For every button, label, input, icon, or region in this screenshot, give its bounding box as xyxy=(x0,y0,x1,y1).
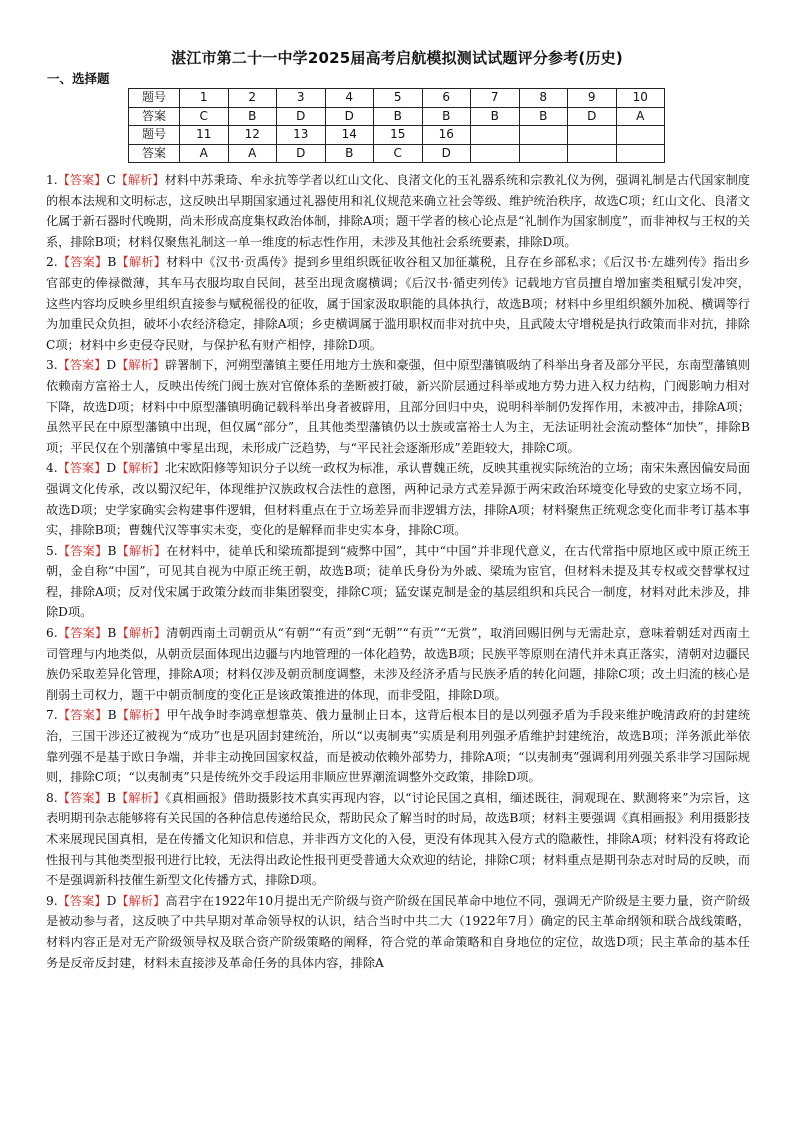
answer-letter: B xyxy=(107,255,117,270)
answer-table-cell xyxy=(519,126,568,145)
answer-table-cell: D xyxy=(568,107,617,126)
analysis-tag: 【解析】 xyxy=(116,358,165,373)
question-item xyxy=(46,705,750,787)
question-number: 2. xyxy=(46,255,58,270)
answer-table-cell: 6 xyxy=(422,89,471,108)
question-number: 1. xyxy=(46,173,58,187)
answer-letter: B xyxy=(107,708,117,723)
question-number: 4. xyxy=(46,461,58,476)
analysis-text: 北宋欧阳修等知识分子以统一政权为标准，承认曹魏正统，反映其重视实际统治的立场；南宋朱熹因偏安局面强调文化传承，改以蜀汉纪年，体现维护汉族政权合法性的意图，两种记录方式差异源于两宋政治环境变化导致的史家立场不同，故选D项；史学家确实会构建事件逻辑，但材料重点在于立场差异而非逻辑方法，排除A项；材料聚焦正统观念变化而非考订基本事实，排除B项；曹魏代汉等事实未变，变化的是解释而非史实本身，排除C项。 xyxy=(46,461,751,538)
answer-table-row xyxy=(129,107,665,126)
answer-letter: D xyxy=(106,358,117,373)
analysis-text: 材料中苏秉琦、牟永抗等学者以红山文化、良渚文化的玉礼器系统和宗教礼仪为例，强调礼制是古代国家制度的根本法规和文明标志，这反映出早期国家通过礼器使用和礼仪规范来确立社会等级、维护统治秩序，故选C项；红山文化、良渚文化属于新石器时代晚期，尚未形成高度集权政治体制，排除A项；题干学者的核心论点是“礼制作为国家制度”，而非神权与王权的关系，排除B项；材料仅聚焦礼制这一单一维度的标志性作用，未涉及其他社会系统要素，排除D项。 xyxy=(46,173,751,249)
answer-table-row xyxy=(129,89,665,108)
answer-letter: B xyxy=(106,790,116,805)
answer-table-cell: 13 xyxy=(277,126,326,145)
question-item xyxy=(46,252,750,355)
analysis-text: 材料中《汉书·贡禹传》提到乡里组织既征收谷租又加征藁税，且存在乡部私求；《后汉书·左雄列传》指出乡官部吏的俸禄微薄，其车马衣服均取自民间，甚至出现贪腐横调；《后汉书·循吏列传》记载地方官员擅自增加蜜类租赋引发冲突，这些内容均反映乡里组织直接参与赋税徭役的征收，属于国家汲取职能的具体执行，故选B项；材料中乡里组织额外加税、横调等行为加重民众负担，破坏小农经济稳定，排除A项；乡吏横调属于滥用职权而非对抗中央，且武陵太守增税是执行政策而非对抗，排除C项；材料中乡吏侵夺民财，与保护私有财产相悖，排除D项。 xyxy=(46,255,751,352)
answer-tag: 【答案】 xyxy=(57,358,107,373)
answer-table-cell: D xyxy=(277,107,326,126)
question-item xyxy=(46,170,750,252)
answer-table-cell: 16 xyxy=(422,126,471,145)
answer-table-cell: 3 xyxy=(277,89,326,108)
section-heading: 一、选择题 xyxy=(47,71,110,86)
answer-table-cell: 7 xyxy=(471,89,520,108)
question-item xyxy=(46,541,750,623)
answer-letter: D xyxy=(106,461,117,476)
page-title: 湛江市第二十一中学2025届高考启航模拟测试试题评分参考(历史) xyxy=(171,49,623,67)
analysis-tag: 【解析】 xyxy=(115,790,166,805)
answer-table-header-cell: 答案 xyxy=(129,107,180,126)
answer-table-cell: 11 xyxy=(180,126,229,145)
analysis-tag: 【解析】 xyxy=(116,893,166,908)
answer-table-cell: B xyxy=(228,107,277,126)
answer-table-cell: 12 xyxy=(228,126,277,145)
question-explanations xyxy=(46,170,750,973)
analysis-tag: 【解析】 xyxy=(116,255,167,270)
answer-tag: 【答案】 xyxy=(57,255,108,270)
analysis-tag: 【解析】 xyxy=(115,173,165,187)
question-number: 6. xyxy=(46,626,58,641)
answer-table-cell: 1 xyxy=(180,89,229,108)
answer-table-cell: C xyxy=(374,144,423,163)
answer-table-header-cell: 题号 xyxy=(129,89,180,108)
question-number: 9. xyxy=(46,893,58,908)
answer-table-cell: B xyxy=(422,107,471,126)
analysis-text: 《真相画报》借助摄影技术真实再现内容，以“讨论民国之真相，缅述既往，洞观现在、默测将来”为宗旨，这表明期刊杂志能够将有关民国的各种信息传递给民众，帮助民众了解当时的时局，故选B项；材料主要强调《真相画报》利用摄影技术来展现民国真相，是在传播文化知识和信息，并非西方文化的入侵，更没有体现其入侵方式的隐蔽性，排除A项；材料没有将政论性报刊与其他类型报刊进行比较，无法得出政论性报刊更受普通大众欢迎的结论，排除C项；材料重点是期刊杂志对时局的反映，而不是强调新科技催生新型文化传播方式，排除D项。 xyxy=(46,790,751,888)
answer-table-cell: 10 xyxy=(616,89,665,108)
answer-tag: 【答案】 xyxy=(57,173,107,187)
answer-table-cell: 4 xyxy=(325,89,374,108)
answer-table-cell: 8 xyxy=(519,89,568,108)
answer-table-header-cell: 题号 xyxy=(129,126,180,145)
answer-table-row xyxy=(129,144,665,163)
answer-tag: 【答案】 xyxy=(57,708,108,723)
answer-table-cell xyxy=(519,144,568,163)
answer-table-cell: 2 xyxy=(228,89,277,108)
question-number: 8. xyxy=(46,790,58,805)
answer-tag: 【答案】 xyxy=(57,461,107,476)
question-number: 5. xyxy=(46,543,58,558)
question-item xyxy=(46,891,750,973)
answer-table xyxy=(128,88,665,163)
answer-table-cell xyxy=(568,144,617,163)
answer-table-cell xyxy=(568,126,617,145)
question-item xyxy=(46,788,750,891)
question-item xyxy=(46,355,750,458)
answer-tag: 【答案】 xyxy=(57,790,107,805)
answer-table-cell xyxy=(471,144,520,163)
answer-letter: B xyxy=(107,543,117,558)
answer-table-cell: D xyxy=(277,144,326,163)
answer-table-cell: B xyxy=(471,107,520,126)
analysis-text: 高君宇在1922年10月提出无产阶级与资产阶级在国民革命中地位不同，强调无产阶级是主要力量，资产阶级是被动参与者，这反映了中共早期对革命领导权的认识，结合当时中共二大（1922年7月）确定的民主革命纲领和联合战线策略，材料内容正是对无产阶级领导权及联合资产阶级策略的阐释，符合党的革命策略和自身地位的定位，故选D项；民主革命的基本任务是反帝反封建，材料未直接涉及革命任务的具体内容，排除A xyxy=(46,893,751,970)
question-item xyxy=(46,623,750,705)
answer-letter: D xyxy=(106,893,117,908)
answer-table-cell: A xyxy=(228,144,277,163)
answer-table-cell: B xyxy=(374,107,423,126)
answer-table-cell: D xyxy=(325,107,374,126)
answer-table-cell: 14 xyxy=(325,126,374,145)
answer-table-cell: C xyxy=(180,107,229,126)
answer-table-cell xyxy=(616,126,665,145)
question-number: 7. xyxy=(46,708,58,723)
analysis-text: 甲午战争时李鸿章想靠英、俄力量制止日本，这背后根本目的是以列强矛盾为手段来维护晚清政府的封建统治，三国干涉还辽被视为“成功”也是巩固封建统治，所以“以夷制夷”实质是利用列强矛盾维护封建统治，故选B项；洋务派此举依靠列强不是基于欧日争端，并非主动挽回国家权益，而是被动依赖外部势力，排除A项；“以夷制夷”强调利用列强关系非学习国际规则，排除C项；“以夷制夷”只是传统外交手段运用非顺应世界潮流调整外交政策，排除D项。 xyxy=(46,708,751,785)
analysis-text: 在材料中，徒单氏和梁琉都提到“疲弊中国”，其中“中国”并非现代意义，在古代常指中原地区或中原正统王朝，金自称“中国”，可见其自视为中原正统王朝，故选B项；徒单氏身份为外戚、梁琉为宦官，但材料未提及其专权或交替掌权过程，排除A项；反对伐宋属于政策分歧而非集团裂变，排除C项；猛安谋克制是金的基层组织和兵民合一制度，材料对此未涉及，排除D项。 xyxy=(46,543,751,620)
answer-table-header-cell: 答案 xyxy=(129,144,180,163)
answer-tag: 【答案】 xyxy=(57,626,108,641)
answer-table-cell: 15 xyxy=(374,126,423,145)
answer-table-cell: B xyxy=(519,107,568,126)
analysis-text: 辟署制下，河朔型藩镇主要任用地方士族和豪强，但中原型藩镇吸纳了科举出身者及部分平民，东南型藩镇则依赖南方富裕士人，反映出传统门阀士族对官僚体系的垄断被打破，新兴阶层通过科举或地方势力进入权力结构，门阀影响力相对下降，故选D项；材料中中原型藩镇明确记载科举出身者被辟用，且部分回归中央，说明科举制仍发挥作用，未被冲击，排除A项；虽然平民在中原型藩镇中出现，但仅属“部分”，且其他类型藩镇仍以士族或富裕士人为主，无法证明社会流动整体“加快”，排除B项；平民仅在个别藩镇中零星出现，未形成广泛趋势，与“平民社会逐渐形成”差距较大，排除C项。 xyxy=(46,358,751,455)
analysis-tag: 【解析】 xyxy=(116,626,167,641)
answer-tag: 【答案】 xyxy=(57,543,108,558)
answer-table-cell: A xyxy=(616,107,665,126)
answer-table-cell: D xyxy=(422,144,471,163)
answer-table-cell: 5 xyxy=(374,89,423,108)
answer-table-cell: A xyxy=(180,144,229,163)
answer-table-row xyxy=(129,126,665,145)
answer-table-cell: 9 xyxy=(568,89,617,108)
analysis-text: 清朝西南土司朝贡从“有朝”“有贡”到“无朝”“有贡”“无赏”，取消回赐旧例与无需赴京，意味着朝廷对西南土司管理与内地类似，从朝贡层面体现出边疆与内地管理的一体化趋势，故选B项；民族平等原则在清代并未真正落实，清朝对边疆民族仍采取差异化管理，排除A项；材料仅涉及朝贡制度调整，未涉及经济矛盾与民族矛盾的转化问题，排除C项；改土归流的核心是削弱土司权力，题干中朝贡制度的变化正是该政策推进的体现，而非受阻，排除D项。 xyxy=(46,626,751,702)
answer-table-cell xyxy=(616,144,665,163)
analysis-tag: 【解析】 xyxy=(116,461,165,476)
question-number: 3. xyxy=(46,358,58,373)
answer-table-cell: B xyxy=(325,144,374,163)
answer-letter: B xyxy=(107,626,117,641)
answer-table-cell xyxy=(471,126,520,145)
analysis-tag: 【解析】 xyxy=(116,708,167,723)
answer-letter: C xyxy=(106,173,116,187)
analysis-tag: 【解析】 xyxy=(116,543,167,558)
answer-tag: 【答案】 xyxy=(57,893,107,908)
question-item xyxy=(46,458,750,540)
